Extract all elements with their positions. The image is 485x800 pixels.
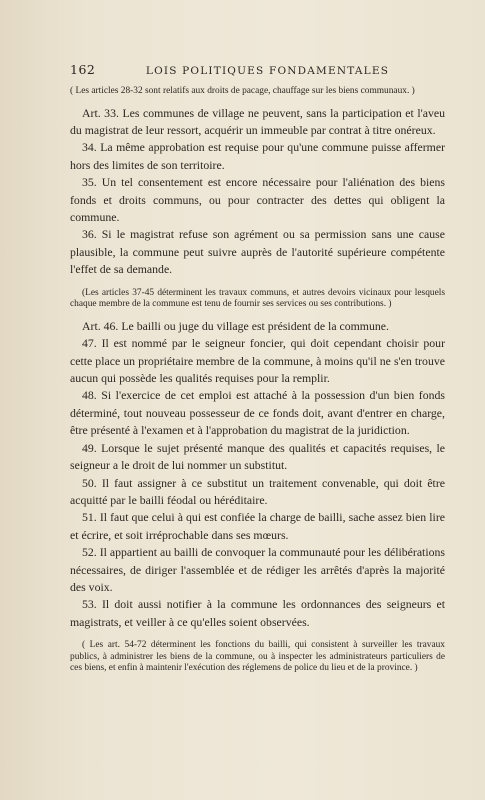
- article-36: 36. Si le magistrat refuse son agrément ou sa permission sans une cause plausible, la commune peut suivre auprès de l'autorité supérieure compétente l'effet de sa demande.: [70, 227, 445, 277]
- running-header: [70, 62, 445, 77]
- article-47: 47. Il est nommé par le seigneur foncier, qui doit cependant choisir pour cette place un propriétaire membre de la commune, à moins qu'il ne s'en trouve aucun qui possède les qualités requises pour la remplir.: [70, 336, 445, 386]
- article-46: Art. 46. Le bailli ou juge du village est président de la commune.: [82, 318, 389, 333]
- editorial-note: ( Les articles 28-32 sont relatifs aux droits de pacage, chauffage sur les biens communaux. ): [70, 86, 415, 96]
- article-49: 49. Lorsque le sujet présenté manque des qualités et capacités requises, le seigneur a le droit de lui nommer un substitut.: [70, 440, 445, 473]
- article-33: Art. 33. Les communes de village ne peuvent, sans la participation et l'aveu du magistrat de leur ressort, acquérir un immeuble par contrat à titre onéreux.: [70, 105, 445, 137]
- article-51: 51. Il faut que celui à qui est confiée la charge de bailli, sache assez bien lire et écrire, et soit irréprochable dans ses mœurs.: [70, 510, 445, 542]
- page-number: 162: [70, 62, 96, 77]
- editorial-note: (Les articles 37-45 déterminent les travaux communs, et autres devoirs vicinaux pour lesquels chaque membre de la commune est tenu de fournir ses services ou ses contributions. ): [70, 287, 445, 310]
- article-48: 48. Si l'exercice de cet emploi est attaché à la possession d'un bien fonds déterminé, tout nouveau possesseur de ce fonds doit, avant d'entrer en charge, être présenté à l'examen et à l'approbation du magistrat de la juridiction.: [70, 388, 445, 438]
- article-53: 53. Il doit aussi notifier à la commune les ordonnances des seigneurs et magistrats, et veiller à ce qu'elles soient observées.: [70, 597, 445, 629]
- article-52: 52. Il appartient au bailli de convoquer la communauté pour les délibérations nécessaires, de diriger l'assemblée et de rédiger les arrêtés d'après la majorité des voix.: [70, 545, 445, 594]
- article-35: 35. Un tel consentement est encore nécessaire pour l'aliénation des biens fonds et droits communs, ou pour contracter des dettes qui obligent la commune.: [70, 175, 445, 225]
- article-50: 50. Il faut assigner à ce substitut un traitement convenable, qui doit être acquitté par le bailli féodal ou héréditaire.: [70, 475, 445, 507]
- editorial-note: ( Les art. 54-72 déterminent les fonctions du bailli, qui consistent à surveiller les travaux publics, à administrer les biens de la commune, ou à inspecter les administrateurs particuliers de ces biens, et enfin à maintenir l'exécution des réglemens de police du lieu et de la province. ): [70, 640, 445, 674]
- running-title: LOIS POLITIQUES FONDAMENTALES: [145, 65, 390, 77]
- article-34: 34. La même approbation est requise pour qu'une commune puisse affermer hors des limites de son territoire.: [70, 140, 445, 172]
